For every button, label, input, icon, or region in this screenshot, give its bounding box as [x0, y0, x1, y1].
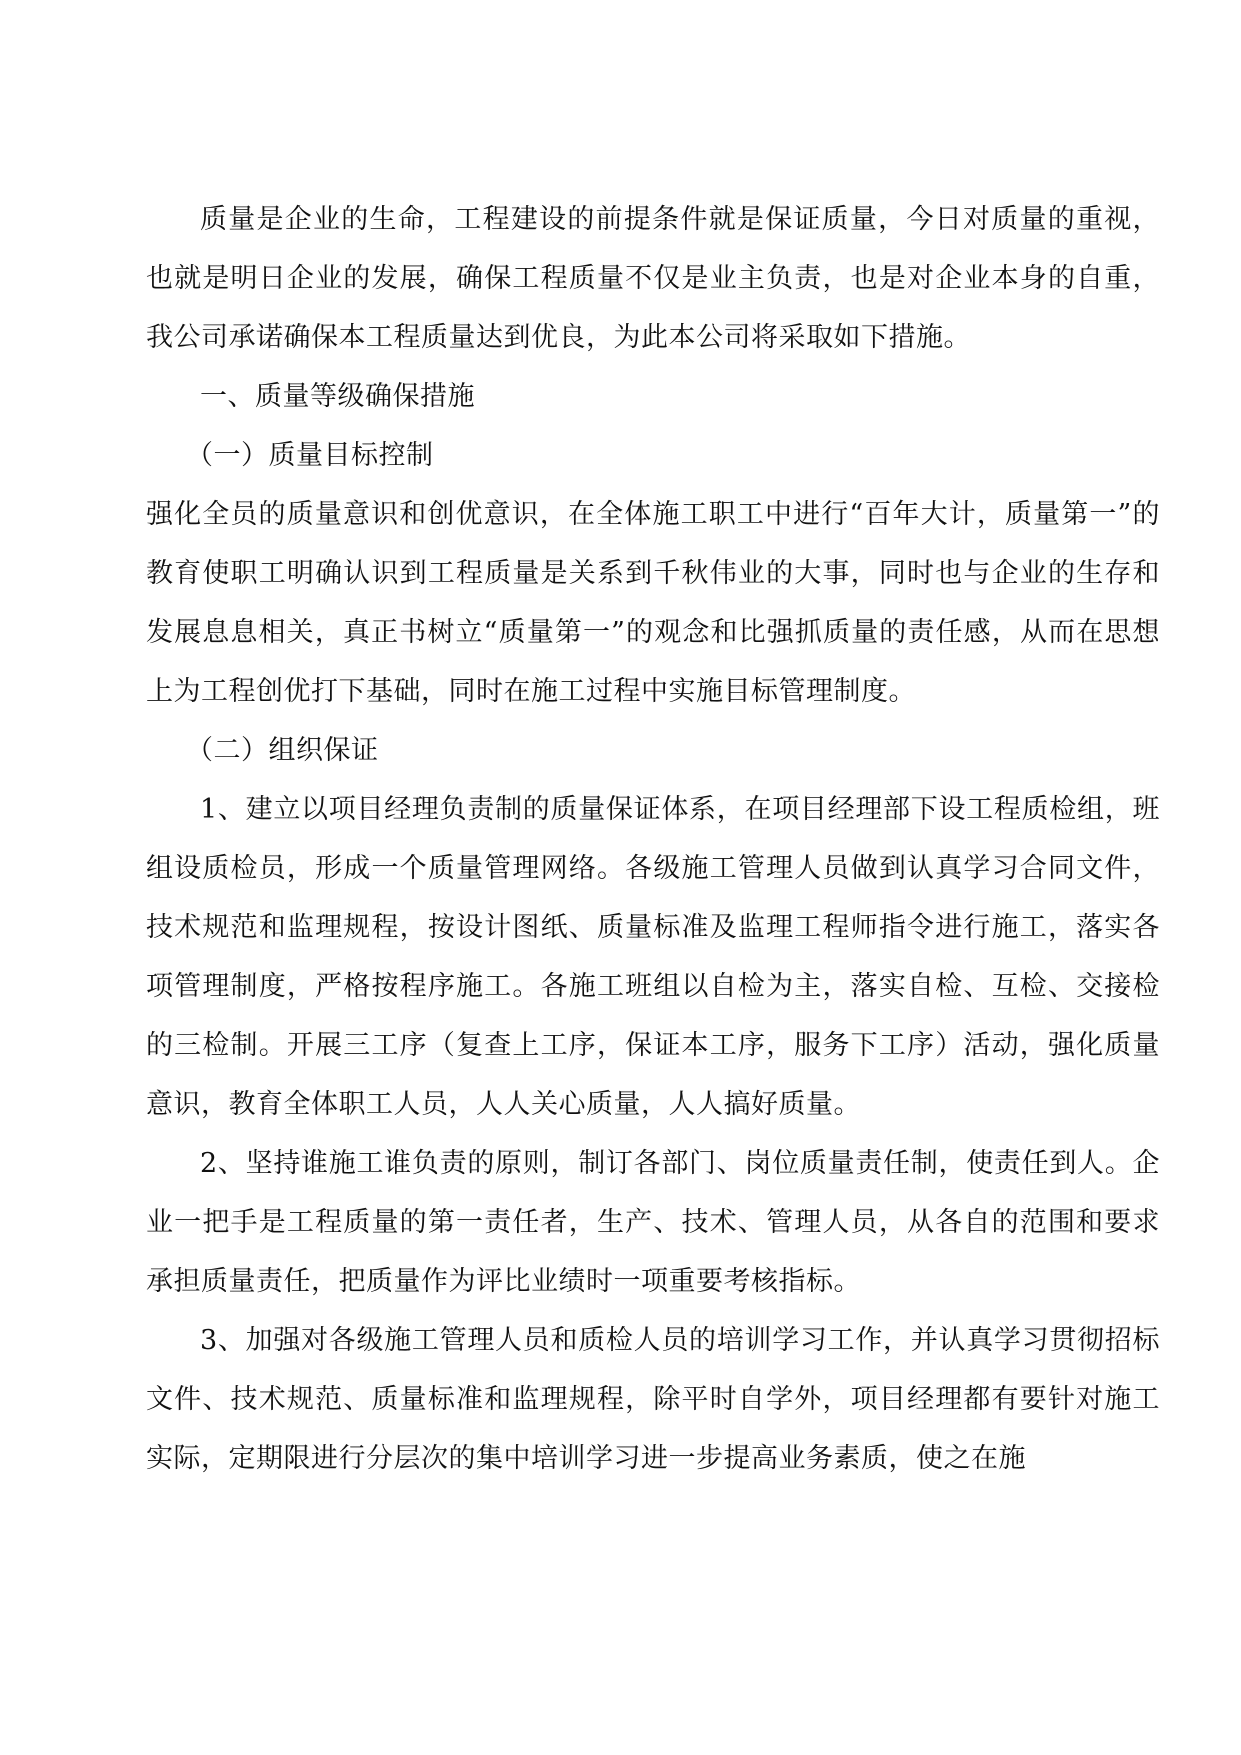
section-heading-1: 一、质量等级确保措施 [200, 381, 475, 412]
subsection-heading-1: （一）质量目标控制 [186, 440, 434, 471]
item-1-paragraph: 1、建立以项目经理负责制的质量保证体系，在项目经理部下设工程质检组，班组设质检员，形成一个质量管理网络。各级施工管理人员做到认真学习合同文件，技术规范和监理规程，按设计图纸、质量标准及监理工程师指令进行施工，落实各项管理制度，严格按程序施工。各施工班组以自检为主，落实自检、互检、交接检的三检制。开展三工序（复查上工序，保证本工序，服务下工序）活动，强化质量意识，教育全体职工人员，人人关心质量，人人搞好质量。 [146, 794, 1160, 1120]
item-2-paragraph: 2、坚持谁施工谁负责的原则，制订各部门、岗位质量责任制，使责任到人。企业一把手是工程质量的第一责任者，生产、技术、管理人员，从各自的范围和要求承担质量责任，把质量作为评比业绩时一项重要考核指标。 [146, 1148, 1160, 1297]
document-body [146, 190, 1160, 1488]
intro-paragraph: 质量是企业的生命，工程建设的前提条件就是保证质量，今日对质量的重视，也就是明日企业的发展，确保工程质量不仅是业主负责，也是对企业本身的自重，我公司承诺确保本工程质量达到优良，为此本公司将采取如下措施。 [146, 204, 1160, 353]
item-3-paragraph: 3、加强对各级施工管理人员和质检人员的培训学习工作，并认真学习贯彻招标文件、技术规范、质量标准和监理规程，除平时自学外，项目经理都有要针对施工实际，定期限进行分层次的集中培训学习进一步提高业务素质，使之在施 [146, 1325, 1160, 1474]
quality-target-paragraph: 强化全员的质量意识和创优意识，在全体施工职工中进行“百年大计，质量第一”的教育使职工明确认识到工程质量是关系到千秋伟业的大事，同时也与企业的生存和发展息息相关，真正书树立“质量第一”的观念和比强抓质量的责任感，从而在思想上为工程创优打下基础，同时在施工过程中实施目标管理制度。 [146, 499, 1160, 707]
subsection-heading-2: （二）组织保证 [186, 735, 379, 766]
